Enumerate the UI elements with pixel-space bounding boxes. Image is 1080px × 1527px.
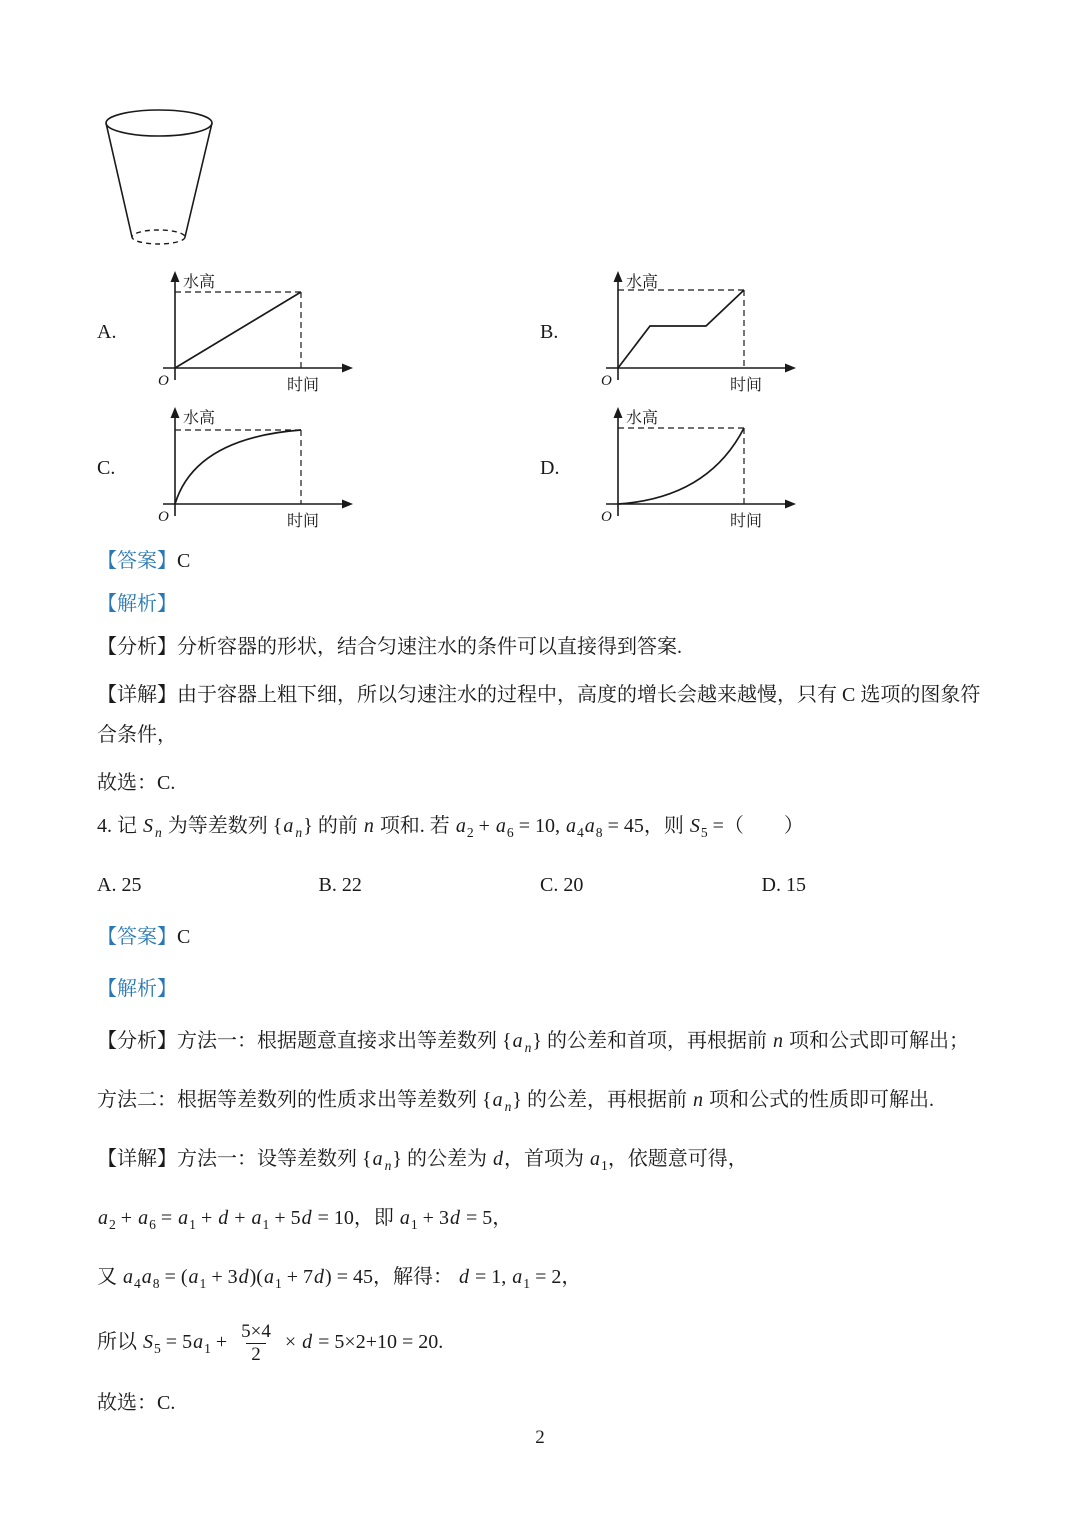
origin-label: O [158, 509, 169, 525]
q4-answer-line [97, 922, 983, 952]
x-axis-arrow [785, 500, 796, 509]
cup-bottom-rim [132, 230, 185, 244]
q3-jiexi-line [97, 589, 983, 619]
q4-stem: 4. 记 S $_n$ 为等差数列 {a $_n$} 的前 n 项和. 若 $a_2 + a_6 = 10$, $a_4a_8 = 45$，则 $S_5$ =（ ） [97, 815, 804, 840]
y-axis-label: 水高 [183, 274, 216, 291]
choice-d: D. 15 [761, 874, 806, 896]
choice-a: A. 25 [97, 874, 142, 896]
q3-solution [97, 546, 983, 798]
jiexi-tag: 【解析】 [97, 593, 177, 615]
answer-tag: 【答案】 [97, 550, 177, 572]
y-axis-label: 水高 [183, 410, 216, 427]
curve-concave [175, 430, 301, 504]
answer-value: C [177, 926, 191, 948]
graph-option-d [540, 404, 983, 532]
graph-b-step [584, 268, 814, 396]
option-d-label: D. [540, 456, 560, 479]
fenxi-text: 分析容器的形状，结合匀速注水的条件可以直接得到答案. [177, 636, 682, 658]
origin-label: O [601, 509, 612, 525]
q3-xiangjie-line [97, 675, 983, 755]
origin-label: O [601, 373, 612, 389]
q3-fenxi-line [97, 632, 983, 662]
q4-fenxi-line1 [97, 1026, 983, 1063]
q4-jiexi-line [97, 974, 983, 1004]
q3-answer-line [97, 546, 983, 576]
q4-math-line3: 所以 $S_5 = 5a_1$ + $\frac{5\times 4}{2}$ × d = 5×2+10 = 20. [97, 1321, 444, 1365]
option-b-label: B. [540, 320, 559, 343]
choice-c: C. 20 [540, 874, 584, 896]
y-axis-label: 水高 [626, 410, 659, 427]
x-axis-label: 时间 [287, 513, 320, 530]
option-c-label: C. [97, 456, 116, 479]
x-axis-label: 时间 [730, 377, 763, 394]
curve-linear [175, 292, 301, 368]
graph-option-c [97, 404, 540, 532]
page-number: 2 [535, 1427, 545, 1448]
option-graphs [97, 268, 983, 532]
q4-choices [97, 870, 983, 900]
jiexi-tag: 【解析】 [97, 978, 177, 1000]
x-axis-label: 时间 [730, 513, 763, 530]
q4-fenxi-line2: 方法二：根据等差数列的性质求出等差数列 {a $_n$} 的公差，再根据前 n 项和公式的性质即可解出. [97, 1089, 935, 1114]
fenxi-tag: 【分析】 [97, 1030, 177, 1052]
q3-conclusion: 故选：C. [97, 772, 176, 794]
choice-b: B. 22 [318, 874, 362, 896]
x-axis-arrow [342, 500, 353, 509]
y-axis-label: 水高 [626, 274, 659, 291]
graph-option-b [540, 268, 983, 396]
y-axis-arrow [614, 271, 623, 282]
cup-top-rim [106, 110, 212, 136]
graph-d-convex [584, 404, 814, 532]
option-a-label: A. [97, 320, 117, 343]
graph-c-concave [141, 404, 371, 532]
graph-a-linear [141, 268, 371, 396]
xiangjie-tag: 【详解】 [97, 1148, 177, 1170]
curve-convex [618, 428, 744, 504]
q4-block [97, 811, 983, 1418]
xiangjie-method1: 方法一：设等差数列 {a $_n$} 的公差为 d，首项为 $a_1$，依题意可得， [177, 1148, 748, 1173]
xiangjie-text: 由于容器上粗下细，所以匀速注水的过程中，高度的增长会越来越慢，只有 C 选项的图象符合条件， [97, 684, 981, 746]
xiangjie-tag: 【详解】 [97, 684, 177, 706]
fenxi-method1: 方法一：根据题意直接求出等差数列 {a $_n$} 的公差和首项，再根据前 n 项和公式即可解出； [177, 1030, 970, 1055]
y-axis-arrow [614, 407, 623, 418]
answer-tag: 【答案】 [97, 926, 177, 948]
y-axis-arrow [171, 271, 180, 282]
q4-conclusion: 故选：C. [97, 1391, 176, 1414]
q4-math-line2: 又 $a_4a_8 = (a_1 + 3d)(a_1 + 7d) = 45$，解得： d = 1, $a_1 = 2$， [97, 1266, 582, 1291]
cup-figure [99, 106, 229, 256]
y-axis-arrow [171, 407, 180, 418]
graph-option-a [97, 268, 540, 396]
curve-rise-plateau-rise [618, 290, 744, 368]
origin-label: O [158, 373, 169, 389]
cup-right-side [185, 123, 212, 237]
q4-math-line1: $a_2 + a_6 = a_1 + d + a_1 + 5d = 10$，即 $a_1 + 3d = 5$， [98, 1207, 513, 1232]
q4-xiangjie-line [97, 1144, 983, 1181]
x-axis-label: 时间 [287, 377, 320, 394]
x-axis-arrow [785, 364, 796, 373]
fenxi-tag: 【分析】 [97, 636, 177, 658]
answer-value: C [177, 550, 191, 572]
x-axis-arrow [342, 364, 353, 373]
cup-left-side [106, 123, 132, 237]
